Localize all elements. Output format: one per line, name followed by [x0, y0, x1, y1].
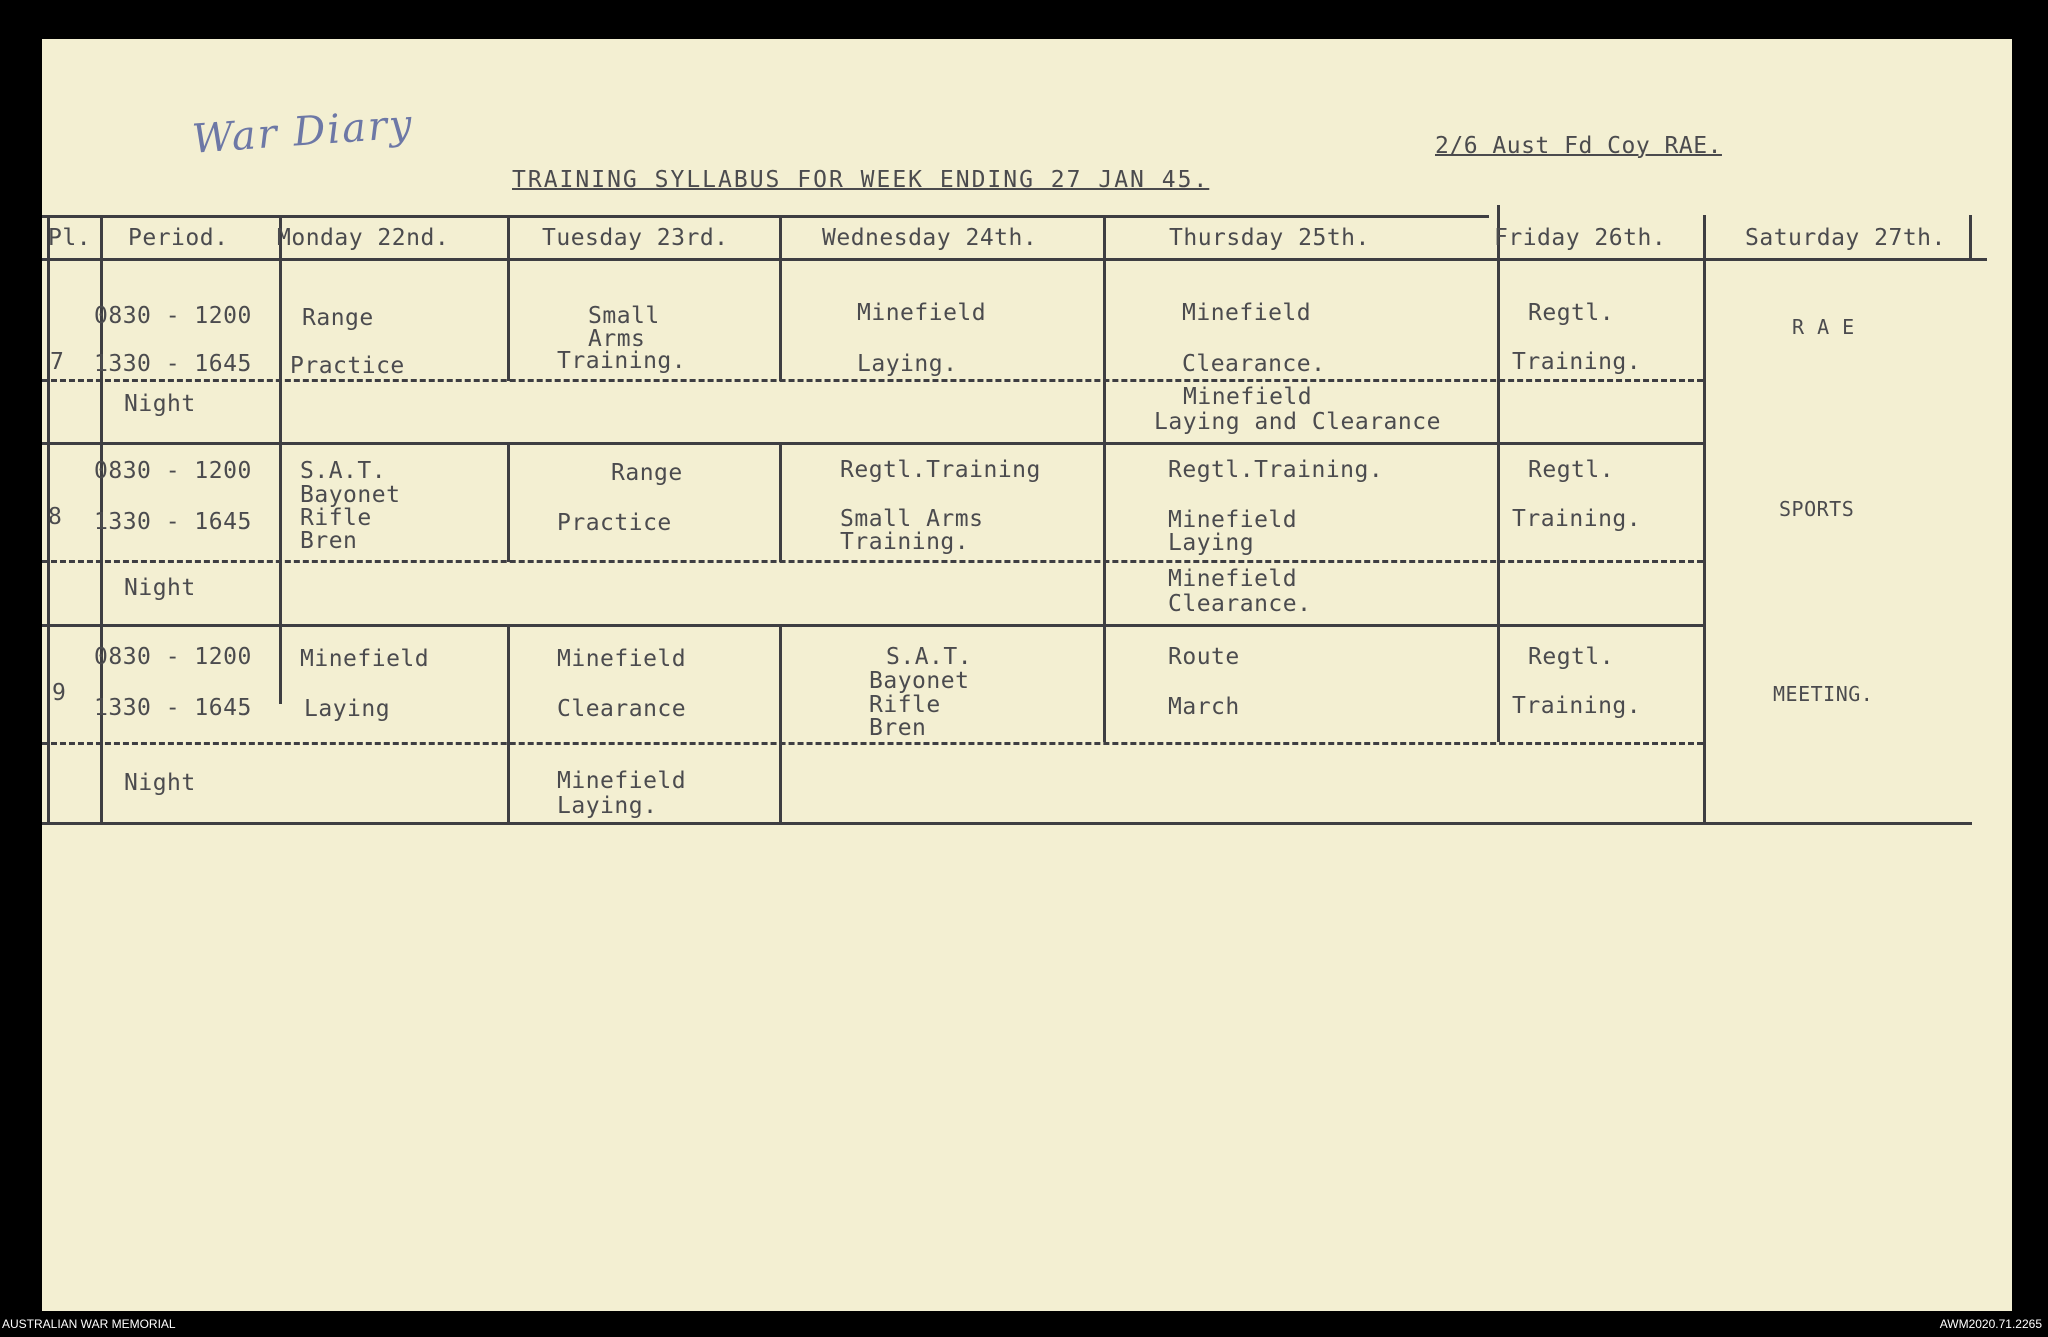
friday-cell: Regtl.: [1528, 457, 1615, 483]
period-morning: 0830 - 1200: [94, 458, 252, 484]
wednesday-cell: Small Arms: [840, 506, 984, 532]
header-platoon: Pl.: [48, 225, 92, 251]
header-saturday: Saturday 27th.: [1745, 225, 1946, 251]
footer-institution: AUSTRALIAN WAR MEMORIAL: [2, 1317, 176, 1331]
night-thursday-cell: Minefield: [1183, 384, 1313, 410]
unit-name: 2/6 Aust Fd Coy RAE.: [1435, 133, 1722, 159]
night-tuesday-cell: Laying.: [557, 793, 658, 819]
thursday-cell: Route: [1168, 644, 1240, 670]
monday-cell: Laying: [304, 696, 391, 722]
thursday-cell: Laying: [1168, 530, 1255, 556]
wednesday-cell: Rifle: [869, 692, 941, 718]
wednesday-cell: Training.: [840, 529, 970, 555]
night-label: Night: [124, 575, 196, 601]
monday-cell: Bayonet: [300, 482, 401, 508]
period-afternoon: 1330 - 1645: [94, 351, 252, 377]
header-thursday: Thursday 25th.: [1169, 225, 1370, 251]
platoon-number: 7: [50, 349, 65, 375]
friday-cell: Training.: [1512, 693, 1642, 719]
tuesday-cell: Minefield: [557, 646, 687, 672]
friday-cell: Training.: [1512, 349, 1642, 375]
header-friday: Friday 26th.: [1494, 225, 1667, 251]
tuesday-cell: Training.: [557, 348, 687, 374]
saturday-cell: MEETING.: [1773, 682, 1874, 706]
night-tuesday-cell: Minefield: [557, 768, 687, 794]
period-afternoon: 1330 - 1645: [94, 509, 252, 535]
night-thursday-cell: Minefield: [1168, 566, 1298, 592]
monday-cell: Rifle: [300, 505, 372, 531]
wednesday-cell: Bren: [869, 715, 927, 741]
handwritten-note: War Diary: [190, 101, 416, 163]
document-title: TRAINING SYLLABUS FOR WEEK ENDING 27 JAN 45.: [512, 167, 1210, 193]
thursday-cell: Minefield: [1168, 507, 1298, 533]
night-label: Night: [124, 391, 196, 417]
saturday-cell: R A E: [1792, 315, 1855, 339]
night-thursday-cell: Clearance.: [1168, 591, 1312, 617]
wednesday-cell: Minefield: [857, 300, 987, 326]
platoon-number: 9: [52, 680, 67, 706]
period-morning: 0830 - 1200: [94, 303, 252, 329]
tuesday-cell: Small: [588, 303, 660, 329]
night-thursday-cell: Laying and Clearance: [1154, 409, 1441, 435]
header-tuesday: Tuesday 23rd.: [542, 225, 729, 251]
wednesday-cell: Regtl.Training: [840, 457, 1041, 483]
tuesday-cell: Clearance: [557, 696, 687, 722]
period-morning: 0830 - 1200: [94, 644, 252, 670]
tuesday-cell: Practice: [557, 510, 672, 536]
saturday-cell: SPORTS: [1779, 497, 1855, 521]
friday-cell: Training.: [1512, 506, 1642, 532]
monday-cell: Minefield: [300, 646, 430, 672]
monday-cell: Range: [302, 305, 374, 331]
tuesday-cell: Arms: [588, 326, 646, 352]
header-period: Period.: [128, 225, 229, 251]
platoon-number: 8: [48, 504, 63, 530]
thursday-cell: Minefield: [1182, 300, 1312, 326]
night-label: Night: [124, 770, 196, 796]
monday-cell: S.A.T.: [300, 458, 387, 484]
thursday-cell: Clearance.: [1182, 351, 1326, 377]
footer-accession: AWM2020.71.2265: [1939, 1317, 2042, 1331]
wednesday-cell: Bayonet: [869, 668, 970, 694]
period-afternoon: 1330 - 1645: [94, 695, 252, 721]
document-page: [42, 39, 2012, 1311]
monday-cell: Practice: [290, 353, 405, 379]
header-wednesday: Wednesday 24th.: [822, 225, 1038, 251]
header-monday: Monday 22nd.: [277, 225, 450, 251]
wednesday-cell: Laying.: [857, 351, 958, 377]
thursday-cell: Regtl.Training.: [1168, 457, 1384, 483]
wednesday-cell: S.A.T.: [886, 644, 973, 670]
friday-cell: Regtl.: [1528, 300, 1615, 326]
tuesday-cell: Range: [611, 460, 683, 486]
friday-cell: Regtl.: [1528, 644, 1615, 670]
monday-cell: Bren: [300, 528, 358, 554]
thursday-cell: March: [1168, 694, 1240, 720]
